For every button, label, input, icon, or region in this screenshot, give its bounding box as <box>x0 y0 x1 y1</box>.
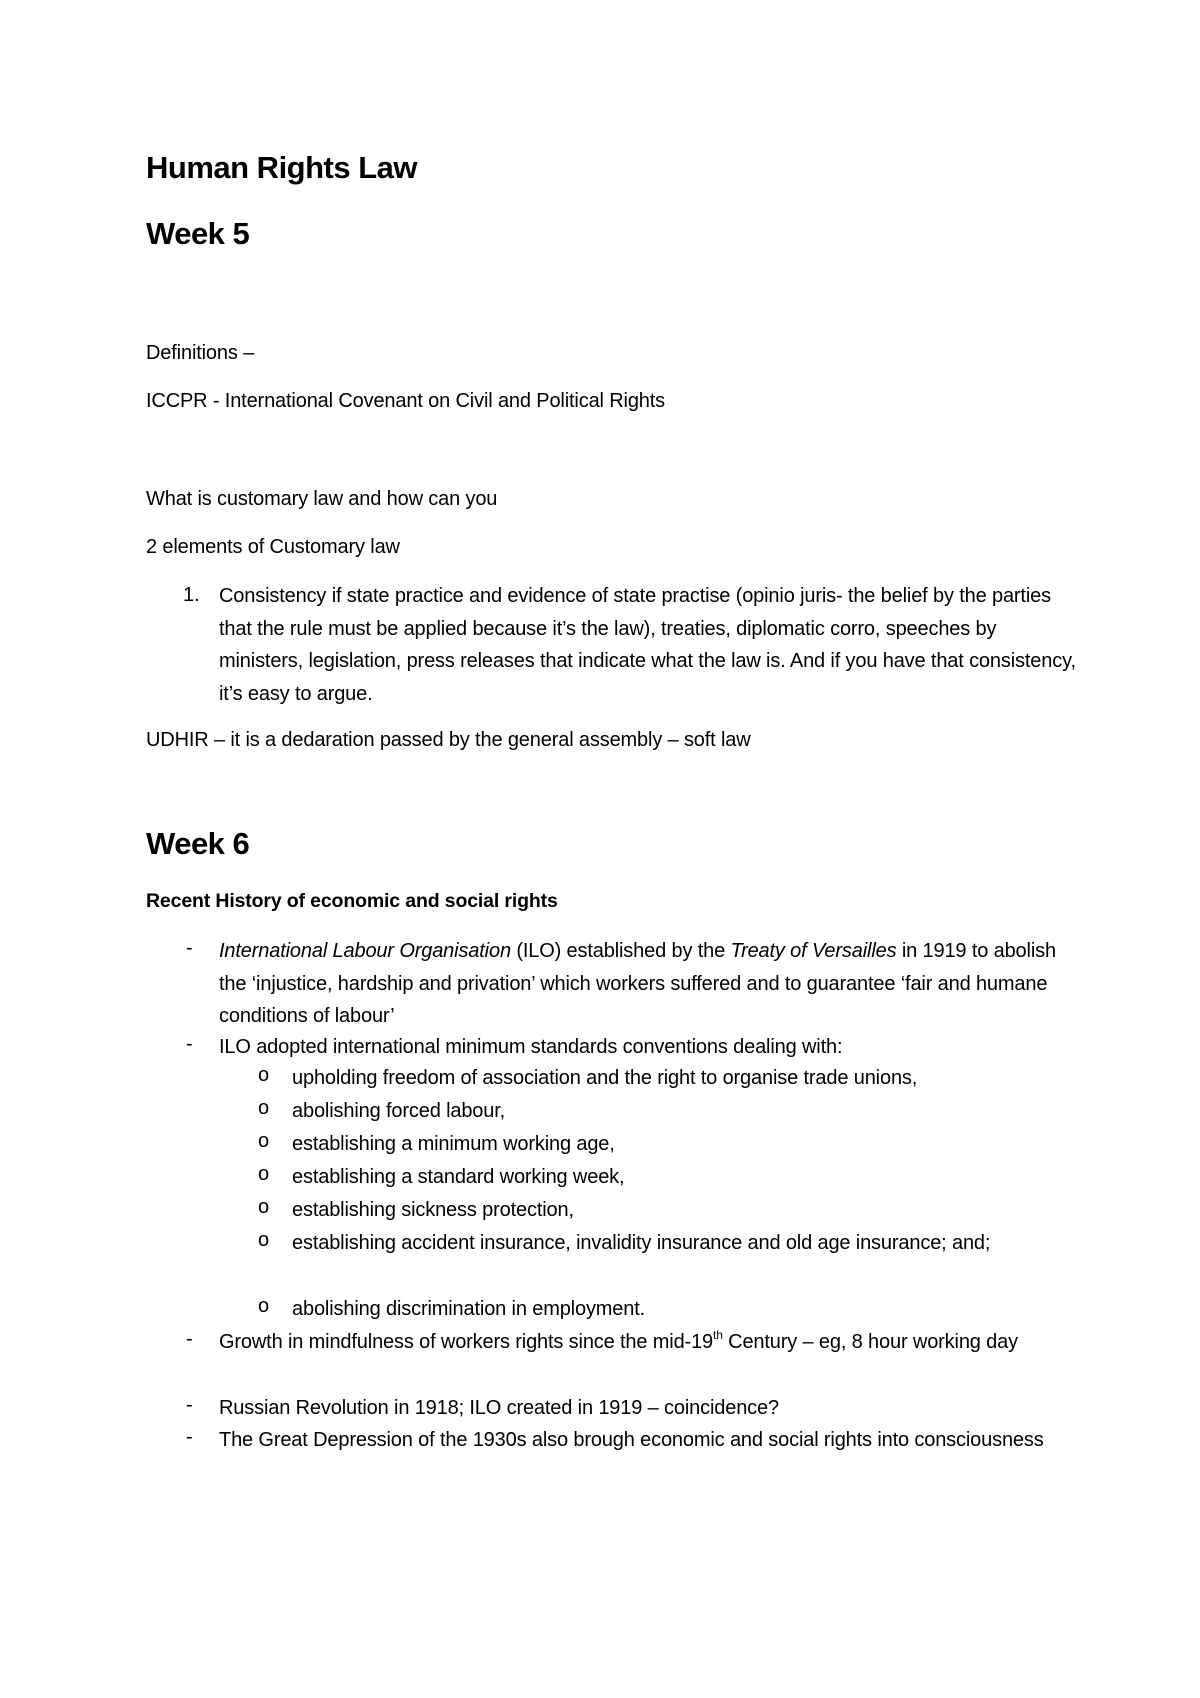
list-item-number: 1. <box>183 584 200 606</box>
sub-item: establishing sickness protection, <box>292 1199 574 1221</box>
bullet-marker: - <box>186 937 193 959</box>
bullet-text: Century – eg, 8 hour working day <box>722 1331 1018 1353</box>
sub-bullet-marker: o <box>258 1295 270 1317</box>
sub-item: establishing accident insurance, invalidity insurance and old age insurance; and; <box>292 1232 991 1254</box>
ilo-name-italic: International Labour Organisation <box>219 940 511 962</box>
sub-bullet-marker: o <box>258 1229 270 1251</box>
sub-bullet-marker: o <box>258 1097 270 1119</box>
customary-law-question: What is customary law and how can you <box>146 488 498 510</box>
sub-bullet-marker: o <box>258 1064 270 1086</box>
bullet-ilo-established <box>219 935 1079 1033</box>
week6-heading: Week 6 <box>146 826 250 861</box>
sub-item: upholding freedom of association and the right to organise trade unions, <box>292 1067 918 1089</box>
superscript-th: th <box>713 1328 723 1343</box>
sub-item: establishing a minimum working age, <box>292 1133 615 1155</box>
bullet-russian-revolution: Russian Revolution in 1918; ILO created in 1919 – coincidence? <box>219 1397 779 1419</box>
definitions-label: Definitions – <box>146 342 255 364</box>
bullet-workers-rights <box>219 1326 1079 1359</box>
bullet-marker: - <box>186 1426 193 1448</box>
bullet-ilo-standards: ILO adopted international minimum standards conventions dealing with: <box>219 1036 843 1058</box>
sub-bullet-marker: o <box>258 1130 270 1152</box>
iccpr-definition: ICCPR - International Covenant on Civil and Political Rights <box>146 390 666 412</box>
list-item-consistency: Consistency if state practice and evidence of state practise (opinio juris- the belief by the parties that the rule must be applied because it’s the law), treaties, diplomatic corro, speeches by ministers, legislation, press releases that indicate what the law is. And if you have that consistency, it’s easy to argue. <box>219 585 1076 705</box>
week5-heading: Week 5 <box>146 216 250 251</box>
bullet-text: (ILO) established by the <box>510 940 731 962</box>
week6-subheading: Recent History of economic and social rights <box>146 890 558 912</box>
bullet-text: in 1919 to abolish the ‘injustice, hardship and privation’ which workers suffered and to guarantee ‘fair and humane conditions of labour’ <box>219 940 1056 1027</box>
treaty-name-italic: Treaty of Versailles <box>730 940 897 962</box>
sub-item: establishing a standard working week, <box>292 1166 625 1188</box>
bullet-marker: - <box>186 1033 193 1055</box>
sub-bullet-marker: o <box>258 1163 270 1185</box>
customary-law-elements: 2 elements of Customary law <box>146 536 400 558</box>
bullet-great-depression: The Great Depression of the 1930s also brough economic and social rights into consciousness <box>219 1429 1044 1451</box>
bullet-text: Growth in mindfulness of workers rights since the mid-19 <box>219 1331 714 1353</box>
bullet-marker: - <box>186 1394 193 1416</box>
sub-item: abolishing discrimination in employment. <box>292 1298 646 1320</box>
bullet-marker: - <box>186 1328 193 1350</box>
sub-bullet-marker: o <box>258 1196 270 1218</box>
document-title: Human Rights Law <box>146 150 418 185</box>
sub-item: abolishing forced labour, <box>292 1100 506 1122</box>
udhir-line: UDHIR – it is a dedaration passed by the general assembly – soft law <box>146 729 751 751</box>
